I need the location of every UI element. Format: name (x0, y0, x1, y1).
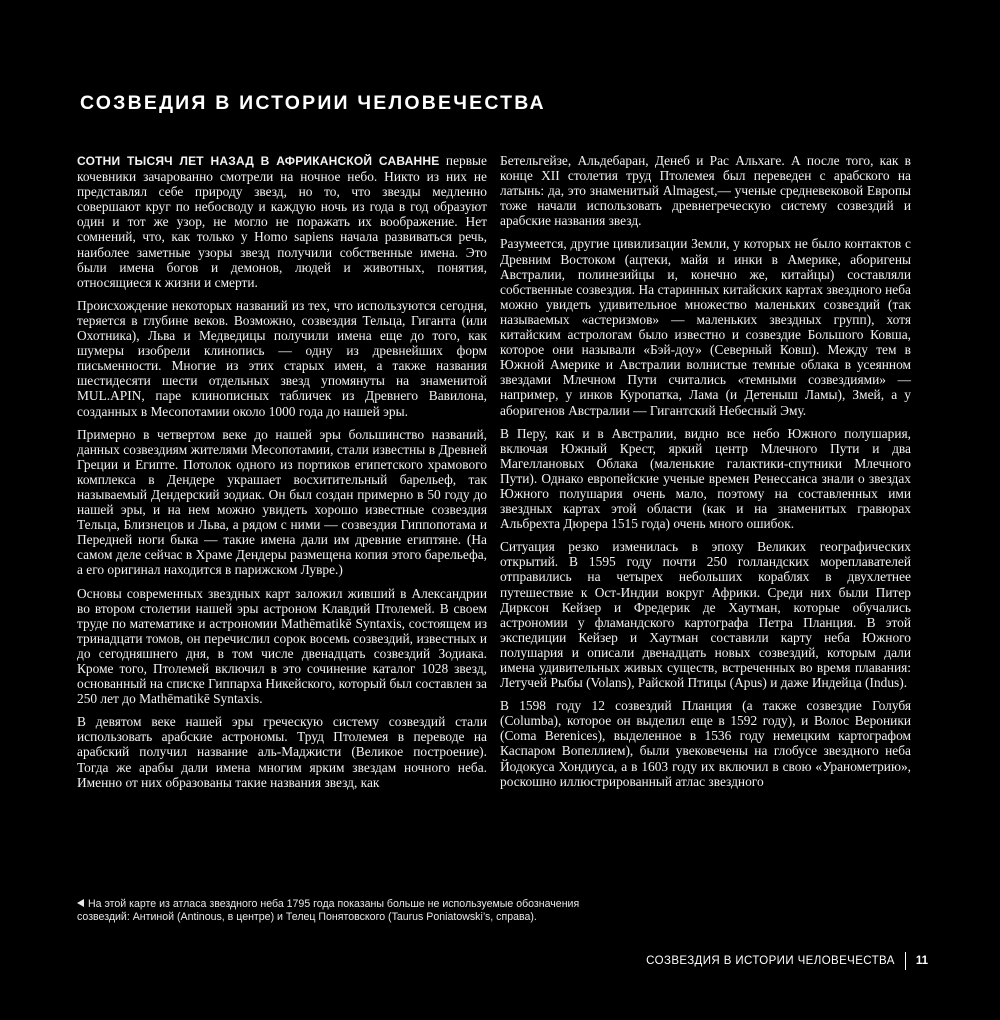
lead-in-text: СОТНИ ТЫСЯЧ ЛЕТ НАЗАД В АФРИКАНСКОЙ САВАННЕ (77, 154, 440, 168)
paragraph: Ситуация резко изменилась в эпоху Великих географических открытий. В 1595 году почти 250 голландских мореплавателей отправились на четырех небольших кораблях в двухлетнее путешествие к Ост-Индии вокруг Африки. Среди них были Питер Дирксон Кейзер и Фредерик де Хаутман, которые обучались астрономии у фламандского картографа Петра Планция. В этой экспедиции Кейзер и Хаутман составили карту неба Южного полушария и описали двенадцать новых созвездий, которым дали имена удивительных живых существ, встреченных во время плавания: Летучей Рыбы (Volans), Райской Птицы (Apus) и даже Индейца (Indus). (500, 539, 911, 691)
paragraph (77, 153, 487, 290)
paragraph: Основы современных звездных карт заложил живший в Александрии во втором столетии нашей эры астроном Клавдий Птолемей. В своем труде по математике и астрономии Mathēmatikē Syntaxis, состоящем из тринадцати томов, он перечислил сорок восемь созвездий, известных и до сегодняшнего дня, в том числе двенадцать созвездий Зодиака. Кроме того, Птолемей включил в это сочинение каталог 1028 звезд, основанный на списке Гиппарха Никейского, который был составлен за 250 лет до Mathēmatikē Syntaxis. (77, 585, 487, 707)
paragraph: В девятом веке нашей эры греческую систему созвездий стали использовать арабские астрономы. Труд Птолемея в переводе на арабский получил название аль-Маджисти (Великое построение). Тогда же арабы дали имена многим ярким звездам ночного неба. Именно от них образованы такие названия звезд, как (77, 714, 487, 790)
paragraph: В Перу, как и в Австралии, видно все небо Южного полушария, включая Южный Крест, яркий центр Млечного Пути и два Магеллановых Облака (маленькие галактики-спутники Млечного Пути). Однако европейские ученые времен Ренессанса знали о звездах Южного полушария очень мало, поэтому на составленных ими звездных картах этой области (как и на знаменитых гравюрах Альбрехта Дюрера 1515 года) очень много ошибок. (500, 425, 911, 532)
image-caption (77, 898, 597, 924)
left-text-column (77, 153, 487, 798)
footer-divider (905, 952, 906, 970)
running-head: СОЗВЕЗДИЯ В ИСТОРИИ ЧЕЛОВЕЧЕСТВА (646, 955, 895, 967)
paragraph: Разумеется, другие цивилизации Земли, у которых не было контактов с Древним Востоком (ацтеки, майя и инки в Америке, аборигены Австралии, полинезийцы и, конечно же, китайцы) составляли собственные созвездия. На старинных китайских картах звездного неба можно увидеть удивительное множество маленьких созвездий (так называемых «астеризмов» — маленьких звездных групп), хотя китайским астрологам было известно и созвездие Большого Ковша, которое они называли «Бэй-доу» (Северный Ковш). Между тем в Южной Америке и Австралии волнистые темные облака в усеянном звездами Млечном Пути считались «темными созвездиями» — например, у инков Куропатка, Лама (и Детеныш Ламы), Змей, а у аборигенов Австралии — Гигантский Небесный Эму. (500, 236, 911, 418)
arrow-left-icon (77, 899, 84, 907)
page-number: 11 (915, 955, 928, 967)
paragraph: В 1598 году 12 созвездий Планция (а также созвездие Голубя (Columba), которое он выделил еще в 1592 году), и Волос Вероники (Coma Berenices), выделенное в 1536 году немецким картографом Каспаром Вопеллием), были увековечены на глобусе звездного неба Йодокуса Хондиуса, а в 1603 году их включил в свою «Уранометрию», роскошно иллюстрированный атлас звездного (500, 698, 911, 789)
caption-text: На этой карте из атласа звездного неба 1795 года показаны больше не используемые обозначения созвездий: Антиной (Antinous, в центре) и Телец Понятовского (Taurus Poniatowski’s, справа). (77, 898, 580, 923)
paragraph: Примерно в четвертом веке до нашей эры большинство названий, данных созвездиям жителями Месопотамии, стали известны в Древней Греции и Египте. Потолок одного из портиков египетского храмового комплекса в Дендере украшает восхитительный барельеф, так называемый Дендерский зодиак. Он был создан примерно в 50 году до нашей эры, и на нем можно увидеть хорошо известные созвездия Тельца, Близнецов и Льва, а рядом с ними — созвездия Гиппопотама и Передней ноги быка — такие имена дали им древние египтяне. (На самом деле сейчас в Храме Дендеры размещена копия этого барельефа, а его оригинал находится в парижском Лувре.) (77, 426, 487, 578)
paragraph: Происхождение некоторых названий из тех, что используются сегодня, теряется в глубине веков. Возможно, созвездия Тельца, Гиганта (или Охотника), Льва и Медведицы получили имена еще до того, как шумеры изобрели клинопись — одну из древнейших форм письменности. Многие из этих старых имен, а также названия шестидесяти шести отдельных звезд упомянуты на знаменитой MUL.APIN, паре клинописных табличек из Древнего Вавилона, созданных в Месопотамии около 1000 года до нашей эры. (77, 297, 487, 419)
page-title: СОЗВЕДИЯ В ИСТОРИИ ЧЕЛОВЕЧЕСТВА (80, 92, 546, 114)
paragraph-body: первые кочевники зачарованно смотрели на ночное небо. Никто из них не представлял себе природу звезд, но то, что звезды медленно совершают круг по небосводу и каждую ночь из года в год образуют один и тот же узор, не могло не поражать их воображение. Нет сомнений, что, как только у Homo sapiens начала развиваться речь, наиболее заметные узоры звезд получили собственные имена. Это были имена богов и демонов, людей и животных, понятия, относящиеся к жизни и смерти. (77, 153, 487, 290)
right-text-column (500, 153, 911, 797)
paragraph: Бетельгейзе, Альдебаран, Денеб и Рас Альхаге. А после того, как в конце XII столетия труд Птолемея был переведен с арабского на латынь: да, это знаменитый Almagest,— ученые средневековой Европы тоже начали использовать древнегреческую систему созвездий и арабские названия звезд. (500, 153, 911, 229)
page-footer (646, 951, 928, 971)
